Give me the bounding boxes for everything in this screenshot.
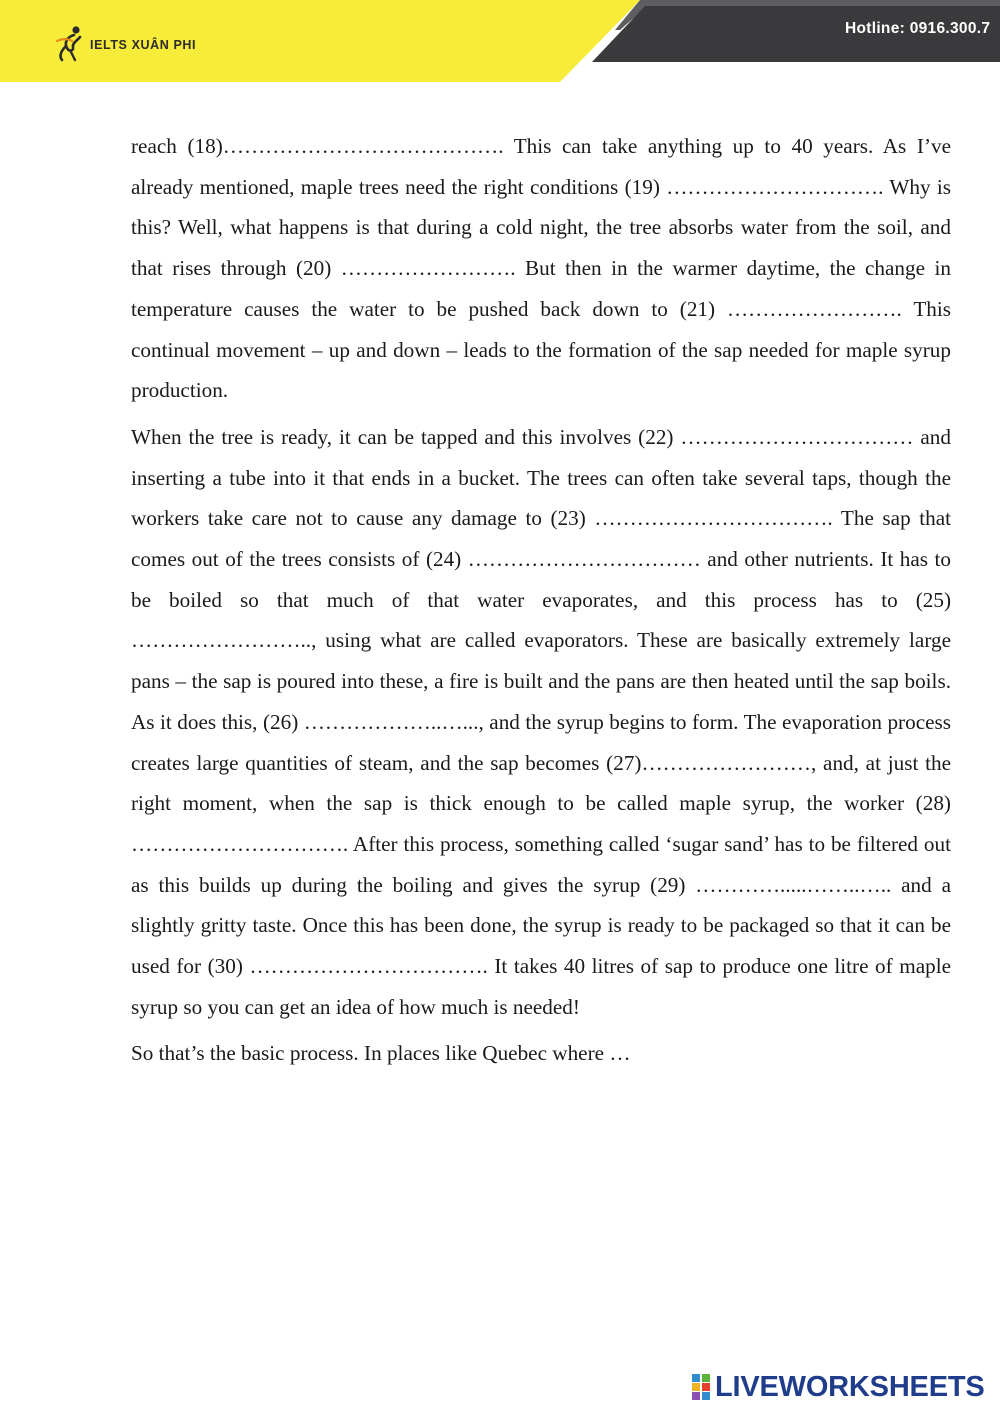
passage bbox=[131, 126, 951, 1080]
page-header bbox=[0, 0, 1000, 82]
liveworksheets-watermark bbox=[692, 1370, 985, 1404]
paragraph-2: When the tree is ready, it can be tapped and this involves (22) …………………………… and inserting a tube into it that ends in a bucket. The trees can often take several taps, though the workers take care not to cause any damage to (23) ……………………………. The sap that comes out of the trees consists of (24) …………………………… and other nutrients. It has to be boiled so that much of that water evaporates, and this process has to (25) …………………….., using what are called evaporators. These are basically extremely large pans – the sap is poured into these, a fire is built and the pans are then heated until the sap boils. As it does this, (26) ………………..…..., and the syrup begins to form. The evaporation process creates large quantities of steam, and the sap becomes (27)……………………, and, at just the right moment, when the sap is thick enough to be called maple syrup, the worker (28) …………………………. After this process, something called ‘sugar sand’ has to be filtered out as this builds up during the boiling and gives the syrup (29) ………….....……..….. and a slightly gritty taste. Once this has been done, the syrup is ready to be packaged so that it can be used for (30) ……………………………. It takes 40 litres of sap to produce one litre of maple syrup so you can get an idea of how much is needed! bbox=[131, 424, 951, 1019]
paragraph-3: So that’s the basic process. In places like Quebec where … bbox=[131, 1041, 631, 1066]
paragraph-1: reach (18)…………………………………. This can take anything up to 40 years. As I’ve already mentioned, maple trees need the right conditions (19) …………………………. Why is this? Well, what happens is that during a cold night, the tree absorbs water from the soil, and that rises through (20) ……………………. But then in the warmer daytime, the change in temperature causes the water to be pushed back down to (21) ……………………. This continual movement – up and down – leads to the formation of the sap needed for maple syrup production. bbox=[131, 134, 951, 403]
brand-logo bbox=[54, 24, 196, 62]
liveworksheets-text: LIVEWORKSHEETS bbox=[715, 1371, 985, 1403]
liveworksheets-icon bbox=[692, 1372, 712, 1402]
brand-name: IELTS XUÂN PHI bbox=[90, 38, 197, 52]
brand-logo-icon bbox=[54, 24, 88, 62]
hotline: Hotline: 0916.300.7 bbox=[845, 20, 991, 37]
